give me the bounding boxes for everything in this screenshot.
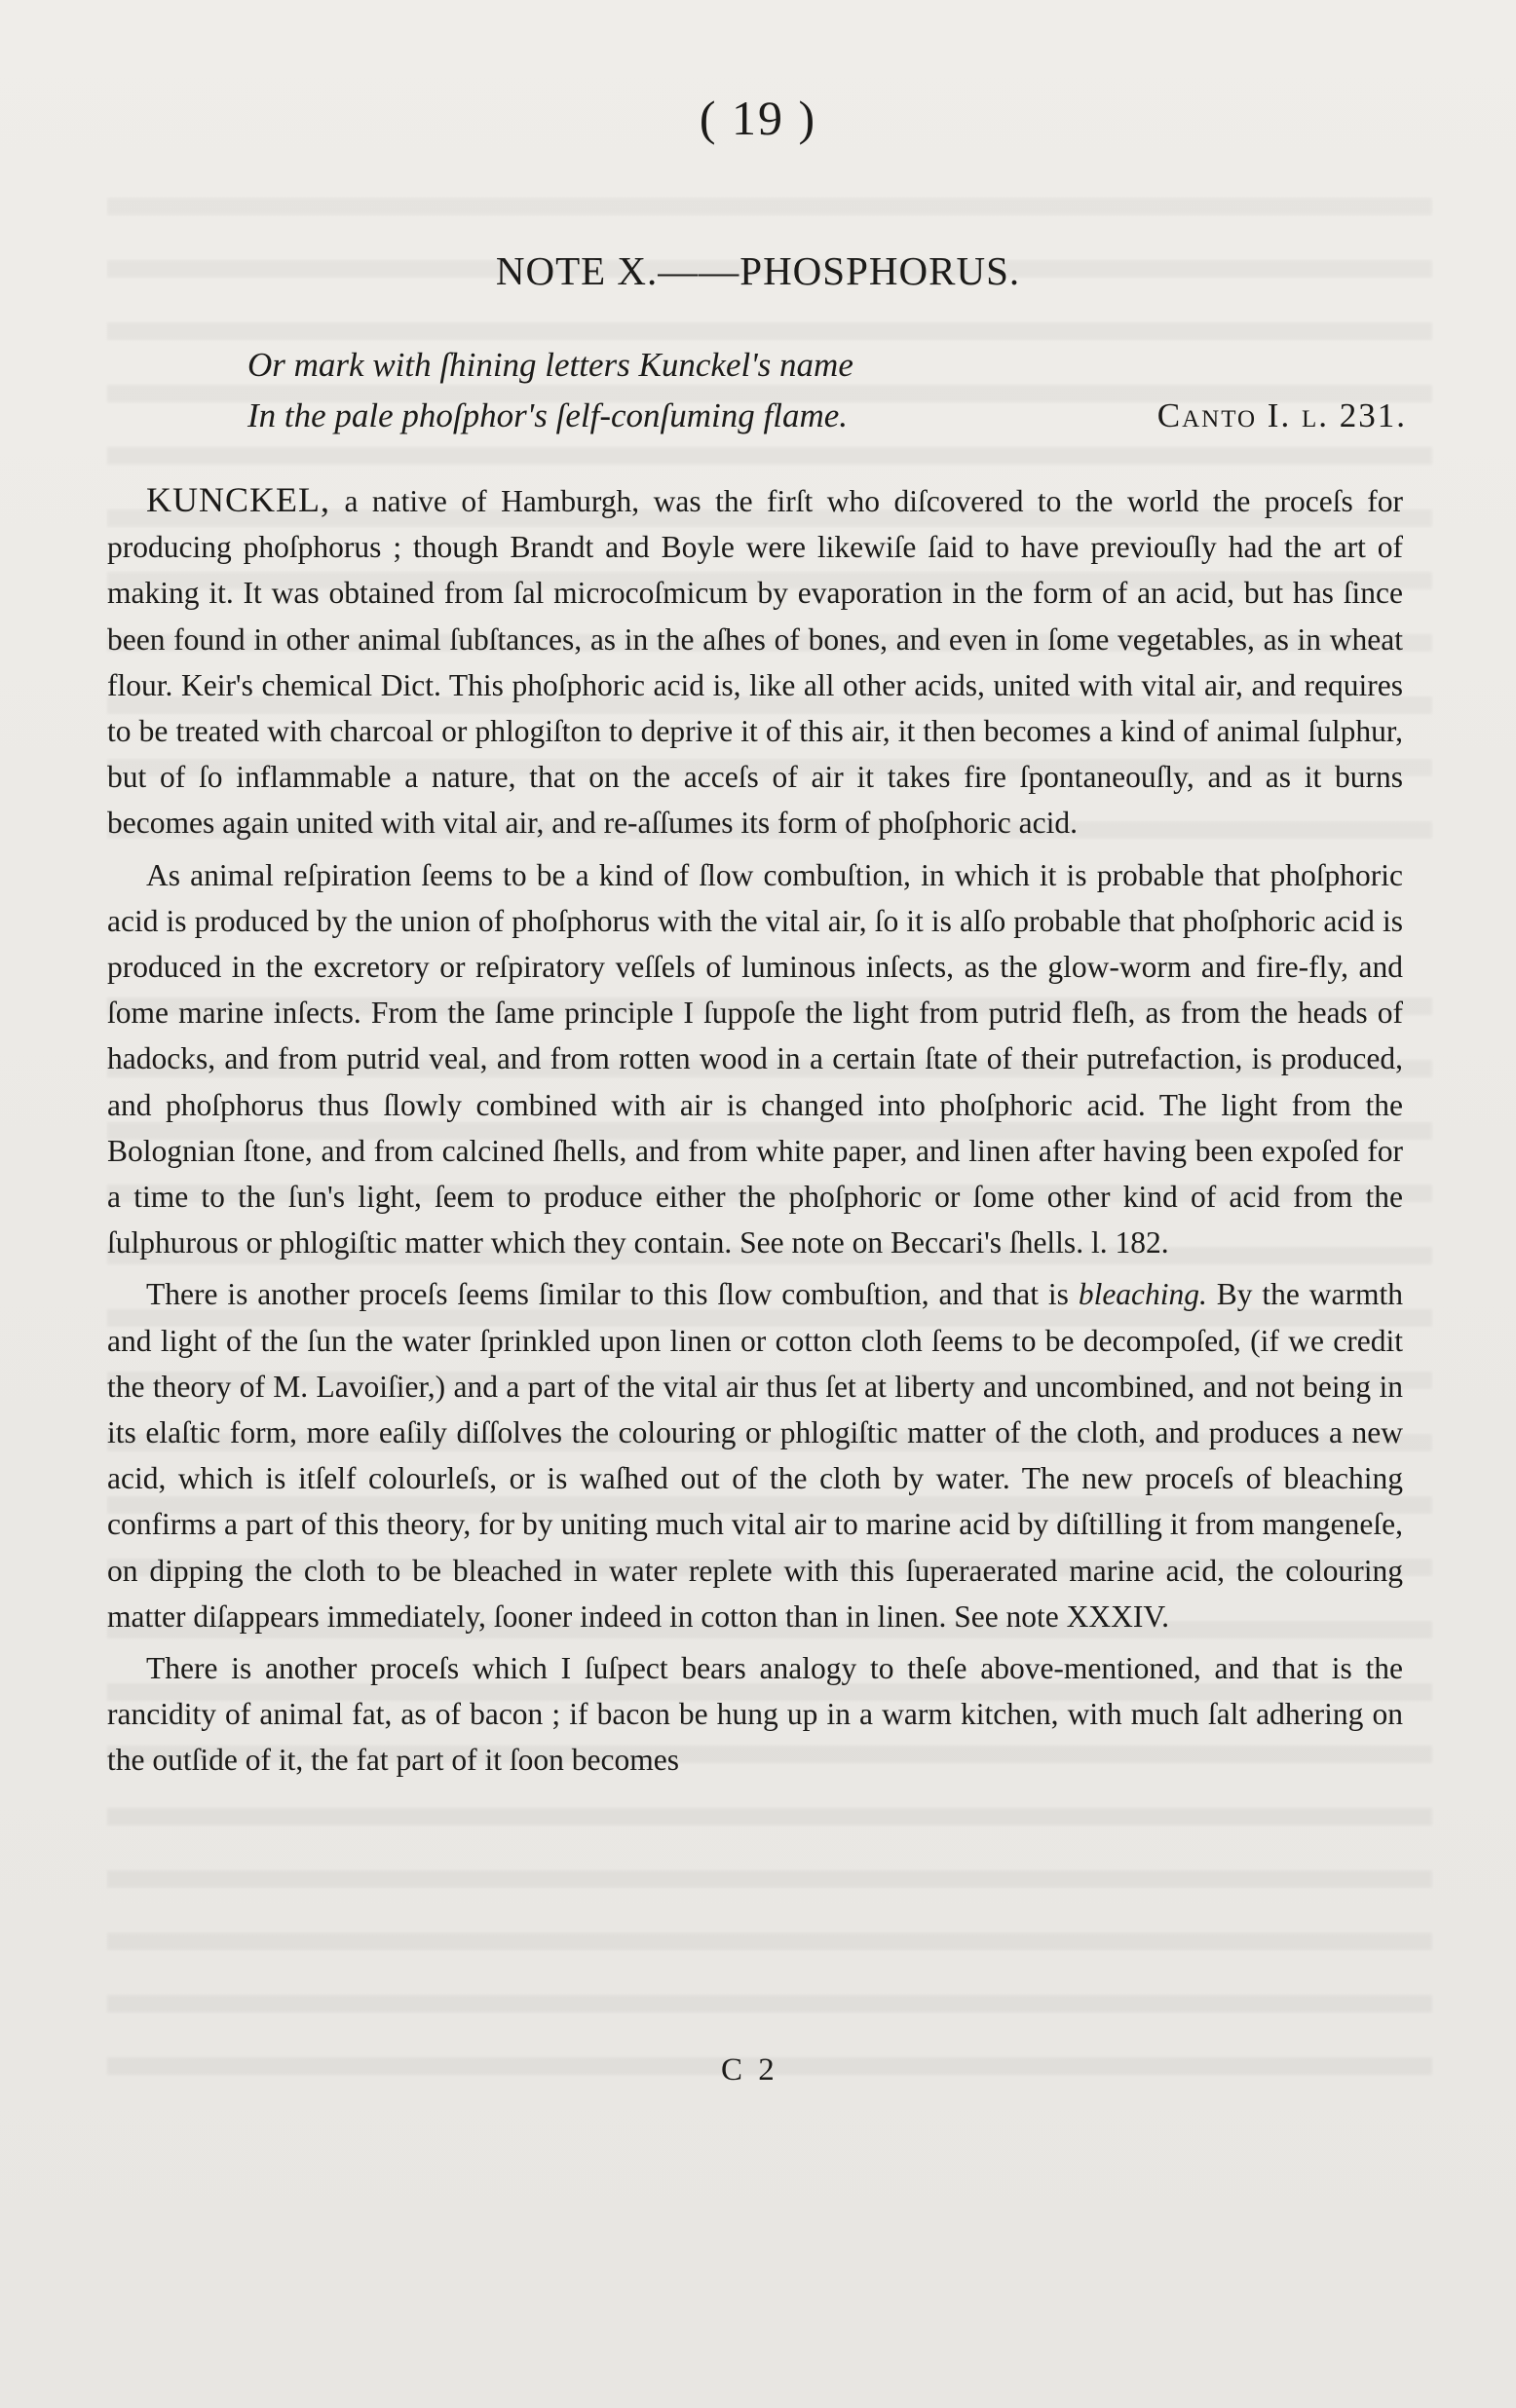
paragraph-lead-word: KUNCKEL, bbox=[146, 480, 330, 519]
signature-mark: C 2 bbox=[721, 2052, 778, 2088]
page-number: ( 19 ) bbox=[699, 91, 817, 145]
paragraph-text: There is another proceſs which I ſuſpect bears analogy to theſe above-mentioned, and that is the rancidity of animal fat, as of bacon ; if bacon be hung up in a warm kitchen, with much ſalt adhering on the outſide of it, the fat part of it ſoon becomes bbox=[107, 1651, 1403, 1778]
body-text bbox=[107, 477, 1403, 1789]
epigraph-line-2: In the pale phoſphor's ſelf-conſuming flame. bbox=[247, 396, 849, 434]
canto-reference: Canto I. l. 231. bbox=[1156, 396, 1407, 434]
paragraph-respiration bbox=[107, 852, 1403, 1266]
paragraph-kunckel bbox=[107, 477, 1403, 847]
epigraph-line-1: Or mark with ſhining letters Kunckel's name bbox=[247, 346, 853, 384]
emphasis-bleaching: bleaching. bbox=[1078, 1277, 1207, 1312]
paragraph-text: a native of Hamburgh, was the firſt who diſcovered to the world the proceſs for producing phoſphorus ; though Brandt and Boyle were likewiſe ſaid to have previouſly had the art of making it. It was obtained from ſal microcoſmicum by evaporation in the form of an acid, but has ſince been found in other animal ſubſtances, as in the aſhes of bones, and even in ſome vegetables, as in wheat flour. Keir's chemical Dict. This phoſphoric acid is, like all other acids, united with vital air, and requires to be treated with charcoal or phlogiſton to deprive it of this air, it then becomes a kind of animal ſulphur, but of ſo inflammable a nature, that on the acceſs of air it takes fire ſpontaneouſly, and as it burns becomes again united with vital air, and re-aſſumes its form of phoſphoric acid. bbox=[107, 484, 1403, 841]
paragraph-text-after: By the warmth and light of the ſun the water ſprinkled upon linen or cotton cloth ſeems to be decompoſed, (if we credit the theory of M. Lavoiſier,) and a part of the vital air thus ſet at liberty and uncombined, and not being in its elaſtic form, more eaſily diſſolves the colouring or phlogiſtic matter of the cloth, and produces a new acid, which is itſelf colourleſs, or is waſhed out of the cloth by water. The new proceſs of bleaching confirms a part of this theory, for by uniting much vital air to marine acid by diſtilling it from mangeneſe, on dipping the cloth to be bleached in water replete with this ſuperaerated marine acid, the colouring matter diſappears immediately, ſooner indeed in cotton than in linen. See note XXXIV. bbox=[107, 1277, 1403, 1634]
note-title: NOTE X.——PHOSPHORUS. bbox=[495, 248, 1021, 293]
paragraph-text-before: There is another proceſs ſeems ſimilar to this ſlow combuſtion, and that is bbox=[146, 1277, 1079, 1312]
paragraph-text: As animal reſpiration ſeems to be a kind of ſlow combuſtion, in which it is probable that phoſphoric acid is produced by the union of phoſphorus with the vital air, ſo it is alſo probable that phoſphoric acid is produced in the excretory or reſpiratory veſſels of luminous inſects, as the glow-worm and fire-fly, and ſome marine inſects. From the ſame principle I ſuppoſe the light from putrid fleſh, as from the heads of hadocks, and from putrid veal, and from rotten wood in a certain ſtate of their putrefaction, is produced, and phoſphorus thus ſlowly combined with air is changed into phoſphoric acid. The light from the Bolognian ſtone, and from calcined ſhells, and from white paper, and linen after having been expoſed for a time to the ſun's light, ſeem to produce either the phoſphoric or ſome other kind of acid from the ſulphurous or phlogiſtic matter which they contain. See note on Beccari's ſhells. l. 182. bbox=[107, 857, 1403, 1260]
paragraph-bleaching bbox=[107, 1271, 1403, 1639]
paragraph-rancidity bbox=[107, 1645, 1403, 1784]
